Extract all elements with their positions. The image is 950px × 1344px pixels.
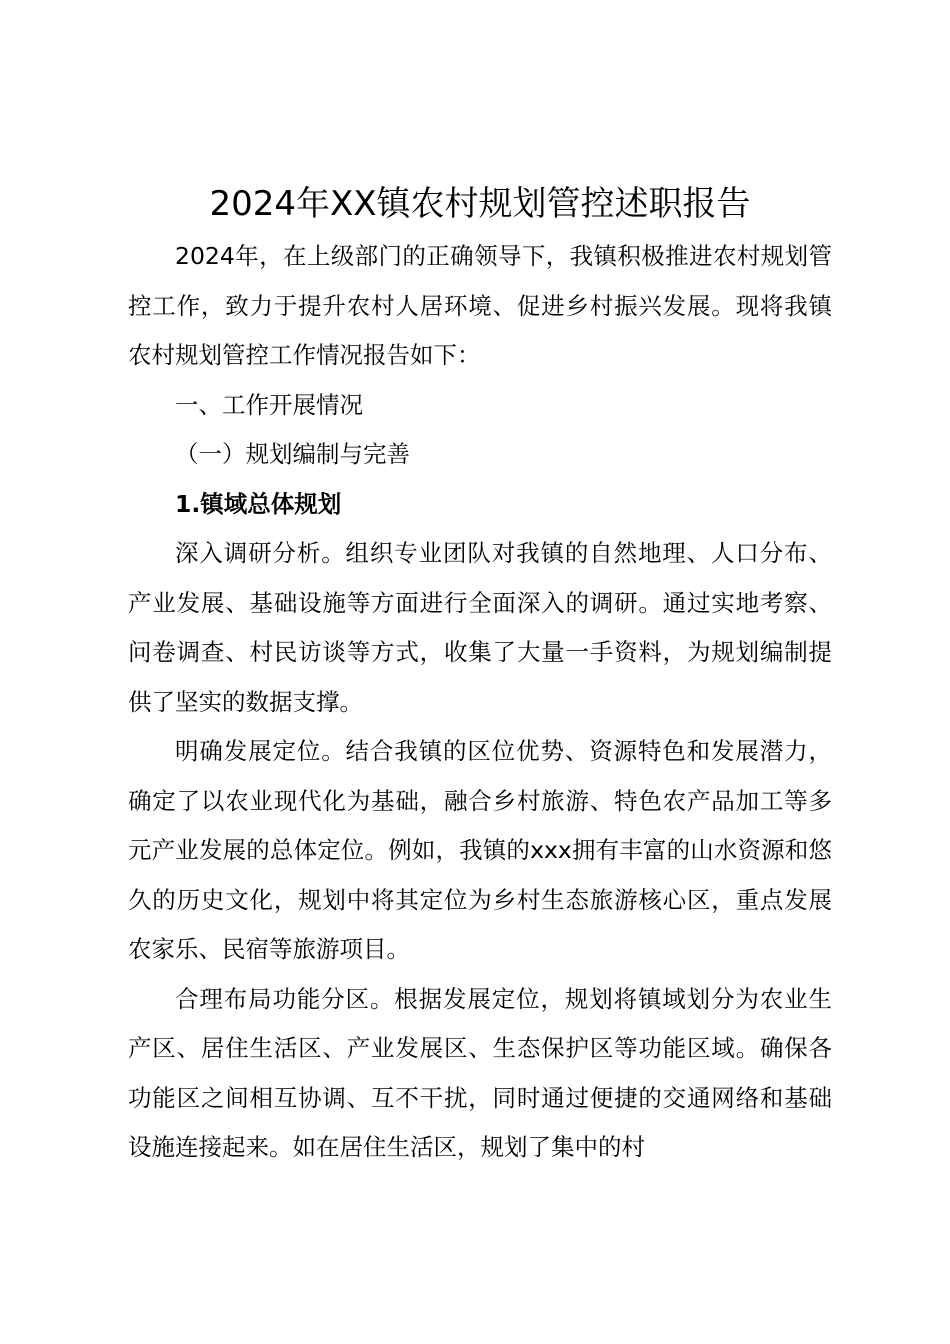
heading-item-1: 1.镇域总体规划: [175, 489, 342, 518]
paragraph-intro: 2024年，在上级部门的正确领导下，我镇积极推进农村规划管控工作，致力于提升农村人居环境、促进乡村振兴发展。现将我镇农村规划管控工作情况报告如下：: [128, 242, 832, 369]
heading-section-1: 一、工作开展情况: [175, 390, 363, 419]
document-title: 2024年XX镇农村规划管控述职报告: [209, 184, 751, 224]
paragraph-research: 深入调研分析。组织专业团队对我镇的自然地理、人口分布、产业发展、基础设施等方面进行全面深入的调研。通过实地考察、问卷调查、村民访谈等方式，收集了大量一手资料，为规划编制提供了坚实的数据支撑。: [128, 539, 832, 716]
paragraph-positioning: 明确发展定位。结合我镇的区位优势、资源特色和发展潜力，确定了以农业现代化为基础，融合乡村旅游、特色农产品加工等多元产业发展的总体定位。例如，我镇的xxx拥有丰富的山水资源和悠久的历史文化，规划中将其定位为乡村生态旅游核心区，重点发展农家乐、民宿等旅游项目。: [128, 737, 832, 963]
document-body: [128, 232, 832, 1173]
paragraph-zoning: 合理布局功能分区。根据发展定位，规划将镇域划分为农业生产区、居住生活区、产业发展区、生态保护区等功能区域。确保各功能区之间相互协调、互不干扰，同时通过便捷的交通网络和基础设施连接起来。如在居住生活区，规划了集中的村: [128, 984, 832, 1161]
heading-subsection-1: （一）规划编制与完善: [175, 440, 410, 468]
